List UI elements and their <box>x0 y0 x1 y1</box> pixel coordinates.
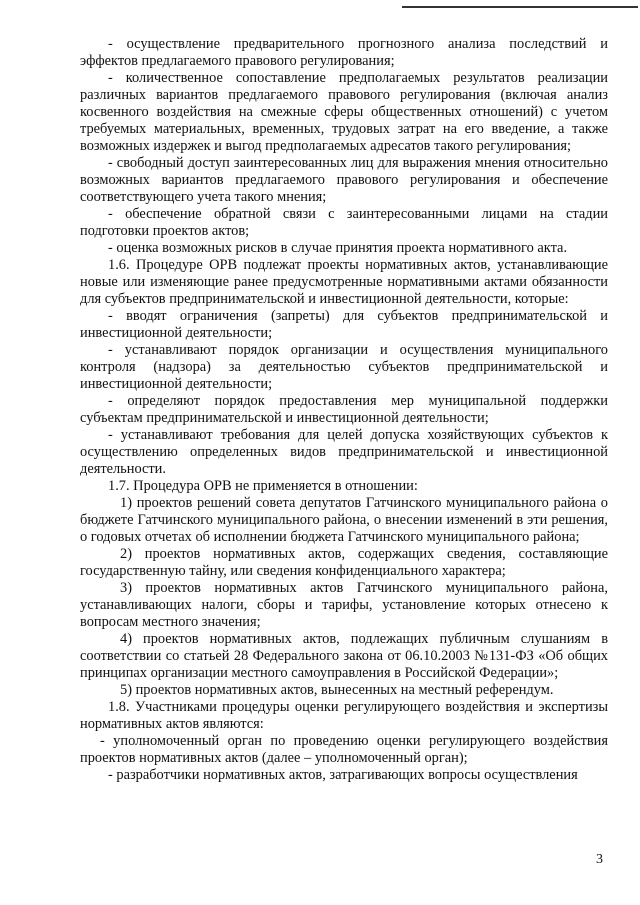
page-number: 3 <box>596 852 603 867</box>
page-content <box>80 36 608 784</box>
paragraph: - свободный доступ заинтересованных лиц для выражения мнения относительно возможных вариантов предлагаемого правового регулирования и обеспечение соответствующего учета такого мнения; <box>80 155 608 205</box>
paragraph: 2) проектов нормативных актов, содержащих сведения, составляющие государственную тайну, или сведения конфиденциального характера; <box>80 546 608 579</box>
top-rule <box>402 6 638 8</box>
paragraph: 1.8. Участниками процедуры оценки регулирующего воздействия и экспертизы нормативных актов являются: <box>80 699 608 732</box>
paragraph: 1.7. Процедура ОРВ не применяется в отношении: <box>108 478 418 494</box>
paragraph: - разработчики нормативных актов, затрагивающих вопросы осуществления <box>108 767 578 783</box>
paragraph: 1) проектов решений совета депутатов Гатчинского муниципального района о бюджете Гатчинского муниципального района, о внесении изменений в эти решения, о годовых отчетах об исполнении бюджета Гатчинского муниципального района; <box>80 495 608 545</box>
paragraph: 3) проектов нормативных актов Гатчинского муниципального района, устанавливающих налоги, сборы и тарифы, установление которых отнесено к вопросам местного значения; <box>80 580 608 630</box>
paragraph: - вводят ограничения (запреты) для субъектов предпринимательской и инвестиционной деятельности; <box>80 308 608 341</box>
paragraph: - оценка возможных рисков в случае принятия проекта нормативного акта. <box>108 240 568 256</box>
paragraph: - обеспечение обратной связи с заинтересованными лицами на стадии подготовки проектов актов; <box>80 206 608 239</box>
paragraph: 1.6. Процедуре ОРВ подлежат проекты нормативных актов, устанавливающие новые или изменяющие ранее предусмотренные нормативными актами обязанности для субъектов предпринимательской и инвестиционной деятельности, которые: <box>80 257 608 307</box>
paragraph: - устанавливают требования для целей допуска хозяйствующих субъектов к осуществлению определенных видов предпринимательской и инвестиционной деятельности. <box>80 427 608 477</box>
paragraph: - осуществление предварительного прогнозного анализа последствий и эффектов предлагаемого правового регулирования; <box>80 36 608 69</box>
paragraph: - определяют порядок предоставления мер муниципальной поддержки субъектам предпринимательской и инвестиционной деятельности; <box>80 393 608 426</box>
paragraph: 5) проектов нормативных актов, вынесенных на местный референдум. <box>120 682 554 698</box>
paragraph: - уполномоченный орган по проведению оценки регулирующего воздействия проектов нормативных актов (далее – уполномоченный орган); <box>80 733 608 766</box>
paragraph: - количественное сопоставление предполагаемых результатов реализации различных вариантов предлагаемого правового регулирования (включая анализ косвенного воздействия на смежные сферы общественных отношений) с учетом требуемых материальных, временных, трудовых затрат на его введение, а также возможных издержек и выгод предполагаемых адресатов такого регулирования; <box>80 70 608 154</box>
paragraph: - устанавливают порядок организации и осуществления муниципального контроля (надзора) за деятельностью субъектов предпринимательской и инвестиционной деятельности; <box>80 342 608 392</box>
paragraph: 4) проектов нормативных актов, подлежащих публичным слушаниям в соответствии со статьей 28 Федерального закона от 06.10.2003 №131-ФЗ «Об общих принципах организации местного самоуправления в Российской Федерации»; <box>80 631 608 681</box>
